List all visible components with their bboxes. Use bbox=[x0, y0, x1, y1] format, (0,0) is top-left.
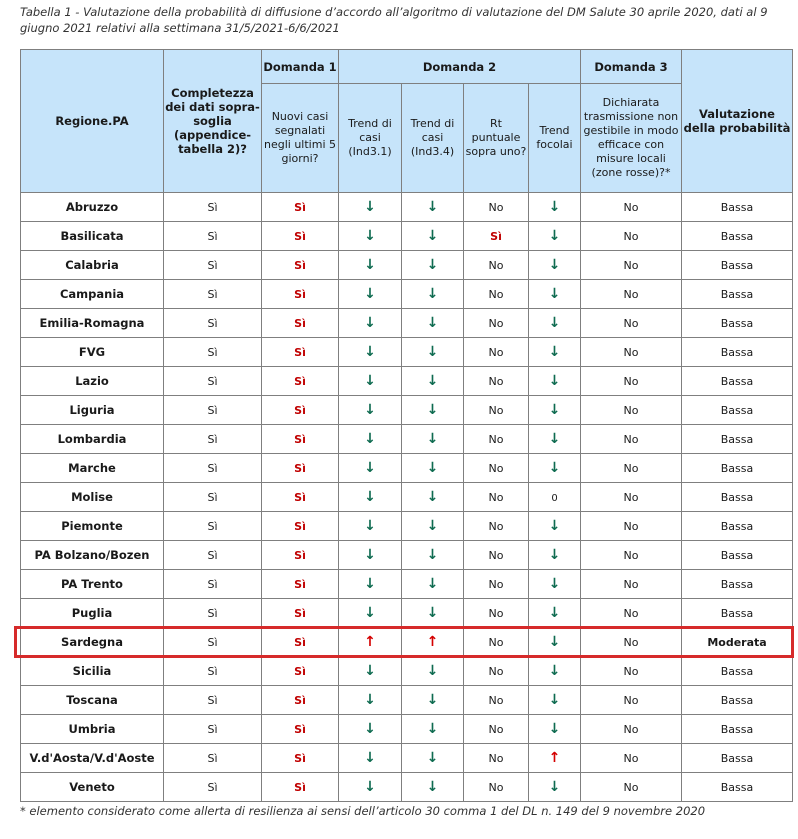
cell-trend-ind34 bbox=[402, 367, 464, 396]
cell-rt: No bbox=[464, 512, 529, 541]
arrow-down-icon: ↓ bbox=[548, 431, 561, 447]
cell-valutazione: Moderata bbox=[682, 628, 793, 657]
arrow-down-icon: ↓ bbox=[548, 634, 561, 650]
trend-value: 0 bbox=[551, 492, 558, 504]
cell-completezza: Sì bbox=[164, 599, 262, 628]
cell-completezza: Sì bbox=[164, 744, 262, 773]
cell-rt: No bbox=[464, 338, 529, 367]
arrow-down-icon: ↓ bbox=[548, 228, 561, 244]
cell-trend-ind31 bbox=[339, 309, 402, 338]
cell-trend-ind34 bbox=[402, 715, 464, 744]
cell-region: FVG bbox=[21, 338, 164, 367]
cell-valutazione: Bassa bbox=[682, 483, 793, 512]
arrow-down-icon: ↓ bbox=[364, 228, 376, 244]
header-trend-focolai: Trend focolai bbox=[529, 84, 581, 193]
cell-trend-ind34 bbox=[402, 222, 464, 251]
cell-trend-ind34 bbox=[402, 483, 464, 512]
cell-valutazione: Bassa bbox=[682, 454, 793, 483]
cell-region: Emilia-Romagna bbox=[21, 309, 164, 338]
cell-dichiarata: No bbox=[581, 628, 682, 657]
cell-completezza: Sì bbox=[164, 628, 262, 657]
cell-dichiarata: No bbox=[581, 338, 682, 367]
arrow-up-icon: ↑ bbox=[548, 750, 561, 766]
cell-nuovi-casi: Sì bbox=[262, 599, 339, 628]
cell-trend-ind34 bbox=[402, 541, 464, 570]
arrow-down-icon: ↓ bbox=[426, 344, 439, 360]
cell-trend-ind31 bbox=[339, 193, 402, 222]
cell-valutazione: Bassa bbox=[682, 744, 793, 773]
cell-trend-ind31 bbox=[339, 425, 402, 454]
arrow-down-icon: ↓ bbox=[364, 344, 376, 360]
arrow-down-icon: ↓ bbox=[426, 431, 439, 447]
cell-trend-ind31 bbox=[339, 541, 402, 570]
cell-valutazione: Bassa bbox=[682, 309, 793, 338]
cell-valutazione: Bassa bbox=[682, 251, 793, 280]
cell-dichiarata: No bbox=[581, 541, 682, 570]
cell-trend-focolai bbox=[529, 657, 581, 686]
cell-region: V.d'Aosta/V.d'Aoste bbox=[21, 744, 164, 773]
arrow-down-icon: ↓ bbox=[426, 489, 439, 505]
cell-rt: No bbox=[464, 686, 529, 715]
cell-trend-ind31 bbox=[339, 628, 402, 657]
cell-trend-focolai bbox=[529, 193, 581, 222]
cell-completezza: Sì bbox=[164, 251, 262, 280]
cell-dichiarata: No bbox=[581, 715, 682, 744]
cell-nuovi-casi: Sì bbox=[262, 512, 339, 541]
cell-dichiarata: No bbox=[581, 686, 682, 715]
cell-dichiarata: No bbox=[581, 222, 682, 251]
cell-trend-focolai bbox=[529, 251, 581, 280]
cell-completezza: Sì bbox=[164, 367, 262, 396]
cell-nuovi-casi: Sì bbox=[262, 193, 339, 222]
header-valutazione: Valutazione della probabilità bbox=[682, 50, 793, 193]
arrow-down-icon: ↓ bbox=[426, 605, 439, 621]
header-nuovi-casi: Nuovi casi segnalati negli ultimi 5 giorni? bbox=[262, 84, 339, 193]
cell-region: Toscana bbox=[21, 686, 164, 715]
cell-dichiarata: No bbox=[581, 570, 682, 599]
cell-trend-focolai bbox=[529, 541, 581, 570]
header-rt: Rt puntuale sopra uno? bbox=[464, 84, 529, 193]
cell-dichiarata: No bbox=[581, 512, 682, 541]
cell-rt: No bbox=[464, 454, 529, 483]
cell-rt: No bbox=[464, 715, 529, 744]
arrow-down-icon: ↓ bbox=[364, 779, 376, 795]
arrow-down-icon: ↓ bbox=[364, 489, 376, 505]
table-caption: Tabella 1 - Valutazione della probabilità di diffusione d’accordo all’algoritmo di valutazione del DM Salute 30 aprile 2020, dati al 9 giugno 2021 relativi alla settimana 31/5/2021-6/6/2021 bbox=[20, 5, 768, 35]
cell-trend-ind31 bbox=[339, 222, 402, 251]
arrow-down-icon: ↓ bbox=[426, 779, 439, 795]
cell-trend-focolai bbox=[529, 744, 581, 773]
cell-region: Molise bbox=[21, 483, 164, 512]
arrow-down-icon: ↓ bbox=[548, 547, 561, 563]
cell-nuovi-casi: Sì bbox=[262, 744, 339, 773]
cell-valutazione: Bassa bbox=[682, 715, 793, 744]
cell-trend-focolai bbox=[529, 483, 581, 512]
cell-region: Campania bbox=[21, 280, 164, 309]
cell-trend-ind31 bbox=[339, 454, 402, 483]
table-row bbox=[21, 425, 793, 454]
cell-trend-ind34 bbox=[402, 773, 464, 802]
arrow-down-icon: ↓ bbox=[548, 518, 561, 534]
cell-nuovi-casi: Sì bbox=[262, 338, 339, 367]
cell-nuovi-casi: Sì bbox=[262, 541, 339, 570]
cell-trend-focolai bbox=[529, 570, 581, 599]
cell-nuovi-casi: Sì bbox=[262, 222, 339, 251]
cell-rt: Sì bbox=[464, 222, 529, 251]
cell-completezza: Sì bbox=[164, 512, 262, 541]
arrow-down-icon: ↓ bbox=[548, 286, 561, 302]
table-row bbox=[21, 657, 793, 686]
cell-trend-ind31 bbox=[339, 396, 402, 425]
cell-nuovi-casi: Sì bbox=[262, 367, 339, 396]
cell-trend-focolai bbox=[529, 309, 581, 338]
cell-trend-ind31 bbox=[339, 744, 402, 773]
header-trend-ind34: Trend di casi (Ind3.4) bbox=[402, 84, 464, 193]
cell-valutazione: Bassa bbox=[682, 512, 793, 541]
arrow-down-icon: ↓ bbox=[548, 402, 561, 418]
cell-nuovi-casi: Sì bbox=[262, 396, 339, 425]
cell-dichiarata: No bbox=[581, 367, 682, 396]
arrow-down-icon: ↓ bbox=[426, 228, 439, 244]
cell-trend-ind34 bbox=[402, 396, 464, 425]
arrow-down-icon: ↓ bbox=[364, 518, 376, 534]
cell-trend-ind34 bbox=[402, 570, 464, 599]
table-row bbox=[21, 773, 793, 802]
table-row bbox=[21, 309, 793, 338]
arrow-down-icon: ↓ bbox=[426, 460, 439, 476]
cell-nuovi-casi: Sì bbox=[262, 570, 339, 599]
header-domanda1: Domanda 1 bbox=[262, 50, 339, 84]
cell-dichiarata: No bbox=[581, 773, 682, 802]
cell-trend-ind34 bbox=[402, 425, 464, 454]
cell-dichiarata: No bbox=[581, 309, 682, 338]
arrow-down-icon: ↓ bbox=[426, 199, 439, 215]
cell-region: Sicilia bbox=[21, 657, 164, 686]
table-row bbox=[21, 570, 793, 599]
cell-trend-focolai bbox=[529, 773, 581, 802]
header-completezza: Completezza dei dati sopra-soglia (appendice-tabella 2)? bbox=[164, 50, 262, 193]
arrow-down-icon: ↓ bbox=[364, 692, 376, 708]
cell-dichiarata: No bbox=[581, 396, 682, 425]
table-row bbox=[21, 367, 793, 396]
cell-nuovi-casi: Sì bbox=[262, 454, 339, 483]
cell-nuovi-casi: Sì bbox=[262, 686, 339, 715]
arrow-down-icon: ↓ bbox=[364, 460, 376, 476]
table-row bbox=[21, 193, 793, 222]
cell-trend-focolai bbox=[529, 715, 581, 744]
cell-trend-ind31 bbox=[339, 483, 402, 512]
cell-valutazione: Bassa bbox=[682, 773, 793, 802]
cell-nuovi-casi: Sì bbox=[262, 251, 339, 280]
cell-region: Puglia bbox=[21, 599, 164, 628]
cell-trend-ind34 bbox=[402, 338, 464, 367]
cell-trend-focolai bbox=[529, 454, 581, 483]
cell-trend-ind34 bbox=[402, 280, 464, 309]
cell-trend-focolai bbox=[529, 599, 581, 628]
cell-rt: No bbox=[464, 425, 529, 454]
cell-rt: No bbox=[464, 367, 529, 396]
cell-trend-focolai bbox=[529, 338, 581, 367]
cell-completezza: Sì bbox=[164, 570, 262, 599]
cell-trend-focolai bbox=[529, 222, 581, 251]
cell-trend-ind31 bbox=[339, 773, 402, 802]
cell-trend-ind31 bbox=[339, 715, 402, 744]
cell-dichiarata: No bbox=[581, 657, 682, 686]
cell-rt: No bbox=[464, 773, 529, 802]
cell-completezza: Sì bbox=[164, 338, 262, 367]
cell-trend-ind34 bbox=[402, 686, 464, 715]
cell-region: Veneto bbox=[21, 773, 164, 802]
cell-region: Abruzzo bbox=[21, 193, 164, 222]
cell-dichiarata: No bbox=[581, 744, 682, 773]
cell-completezza: Sì bbox=[164, 773, 262, 802]
cell-trend-ind34 bbox=[402, 251, 464, 280]
cell-rt: No bbox=[464, 599, 529, 628]
arrow-down-icon: ↓ bbox=[426, 286, 439, 302]
cell-trend-ind34 bbox=[402, 193, 464, 222]
arrow-down-icon: ↓ bbox=[364, 431, 376, 447]
cell-trend-ind34 bbox=[402, 512, 464, 541]
arrow-down-icon: ↓ bbox=[426, 750, 439, 766]
arrow-down-icon: ↓ bbox=[548, 779, 561, 795]
cell-completezza: Sì bbox=[164, 309, 262, 338]
arrow-down-icon: ↓ bbox=[548, 460, 561, 476]
table-row bbox=[21, 280, 793, 309]
cell-dichiarata: No bbox=[581, 454, 682, 483]
cell-trend-ind31 bbox=[339, 570, 402, 599]
arrow-down-icon: ↓ bbox=[548, 721, 561, 737]
arrow-down-icon: ↓ bbox=[548, 199, 561, 215]
arrow-down-icon: ↓ bbox=[426, 315, 439, 331]
header-domanda3: Domanda 3 bbox=[581, 50, 682, 84]
cell-trend-ind31 bbox=[339, 280, 402, 309]
cell-trend-ind34 bbox=[402, 744, 464, 773]
cell-region: Basilicata bbox=[21, 222, 164, 251]
cell-region: Liguria bbox=[21, 396, 164, 425]
cell-dichiarata: No bbox=[581, 483, 682, 512]
header-domanda2: Domanda 2 bbox=[339, 50, 581, 84]
cell-completezza: Sì bbox=[164, 396, 262, 425]
cell-dichiarata: No bbox=[581, 599, 682, 628]
footnote: * elemento considerato come allerta di resilienza ai sensi dell’articolo 30 comma 1 del DL n. 149 del 9 novembre 2020 bbox=[20, 804, 706, 818]
table-row bbox=[21, 222, 793, 251]
cell-nuovi-casi: Sì bbox=[262, 628, 339, 657]
cell-completezza: Sì bbox=[164, 222, 262, 251]
arrow-down-icon: ↓ bbox=[364, 721, 376, 737]
cell-trend-ind31 bbox=[339, 338, 402, 367]
cell-trend-ind34 bbox=[402, 657, 464, 686]
arrow-down-icon: ↓ bbox=[548, 605, 561, 621]
cell-region: Lazio bbox=[21, 367, 164, 396]
cell-completezza: Sì bbox=[164, 193, 262, 222]
header-trend-ind31: Trend di casi (Ind3.1) bbox=[339, 84, 402, 193]
cell-trend-ind31 bbox=[339, 657, 402, 686]
arrow-down-icon: ↓ bbox=[364, 547, 376, 563]
table-body bbox=[21, 193, 793, 802]
table-row bbox=[21, 686, 793, 715]
cell-trend-ind34 bbox=[402, 309, 464, 338]
arrow-down-icon: ↓ bbox=[548, 692, 561, 708]
cell-rt: No bbox=[464, 309, 529, 338]
header-dichiarata: Dichiarata trasmissione non gestibile in modo efficace con misure locali (zone rosse)?* bbox=[581, 84, 682, 193]
arrow-down-icon: ↓ bbox=[364, 373, 376, 389]
arrow-down-icon: ↓ bbox=[426, 721, 439, 737]
cell-nuovi-casi: Sì bbox=[262, 657, 339, 686]
cell-nuovi-casi: Sì bbox=[262, 309, 339, 338]
cell-trend-ind31 bbox=[339, 686, 402, 715]
arrow-down-icon: ↓ bbox=[364, 663, 376, 679]
arrow-down-icon: ↓ bbox=[364, 286, 376, 302]
arrow-down-icon: ↓ bbox=[364, 605, 376, 621]
cell-completezza: Sì bbox=[164, 483, 262, 512]
cell-region: Lombardia bbox=[21, 425, 164, 454]
table-row bbox=[21, 396, 793, 425]
table-row bbox=[21, 483, 793, 512]
arrow-down-icon: ↓ bbox=[548, 315, 561, 331]
cell-trend-ind31 bbox=[339, 512, 402, 541]
cell-valutazione: Bassa bbox=[682, 396, 793, 425]
table-row bbox=[21, 744, 793, 773]
cell-valutazione: Bassa bbox=[682, 541, 793, 570]
cell-valutazione: Bassa bbox=[682, 280, 793, 309]
arrow-down-icon: ↓ bbox=[364, 402, 376, 418]
cell-trend-focolai bbox=[529, 628, 581, 657]
cell-region: Marche bbox=[21, 454, 164, 483]
cell-trend-ind34 bbox=[402, 454, 464, 483]
arrow-down-icon: ↓ bbox=[426, 576, 439, 592]
cell-trend-ind34 bbox=[402, 628, 464, 657]
cell-region: Piemonte bbox=[21, 512, 164, 541]
cell-completezza: Sì bbox=[164, 280, 262, 309]
cell-valutazione: Bassa bbox=[682, 367, 793, 396]
cell-region: Sardegna bbox=[21, 628, 164, 657]
cell-rt: No bbox=[464, 251, 529, 280]
cell-completezza: Sì bbox=[164, 541, 262, 570]
cell-nuovi-casi: Sì bbox=[262, 280, 339, 309]
cell-trend-ind34 bbox=[402, 599, 464, 628]
cell-valutazione: Bassa bbox=[682, 193, 793, 222]
arrow-down-icon: ↓ bbox=[364, 257, 376, 273]
arrow-down-icon: ↓ bbox=[548, 663, 561, 679]
table-row bbox=[21, 338, 793, 367]
cell-region: PA Bolzano/Bozen bbox=[21, 541, 164, 570]
table-row bbox=[21, 251, 793, 280]
table-row bbox=[21, 715, 793, 744]
arrow-down-icon: ↓ bbox=[426, 373, 439, 389]
cell-rt: No bbox=[464, 744, 529, 773]
cell-dichiarata: No bbox=[581, 280, 682, 309]
cell-trend-focolai bbox=[529, 396, 581, 425]
cell-rt: No bbox=[464, 541, 529, 570]
arrow-down-icon: ↓ bbox=[426, 692, 439, 708]
cell-trend-ind31 bbox=[339, 251, 402, 280]
cell-nuovi-casi: Sì bbox=[262, 773, 339, 802]
arrow-down-icon: ↓ bbox=[548, 576, 561, 592]
cell-region: Umbria bbox=[21, 715, 164, 744]
arrow-down-icon: ↓ bbox=[426, 518, 439, 534]
cell-nuovi-casi: Sì bbox=[262, 425, 339, 454]
cell-valutazione: Bassa bbox=[682, 338, 793, 367]
cell-trend-focolai bbox=[529, 512, 581, 541]
cell-valutazione: Bassa bbox=[682, 657, 793, 686]
cell-rt: No bbox=[464, 193, 529, 222]
arrow-up-icon: ↑ bbox=[364, 634, 376, 650]
cell-valutazione: Bassa bbox=[682, 425, 793, 454]
table-row bbox=[21, 541, 793, 570]
cell-trend-ind31 bbox=[339, 599, 402, 628]
cell-valutazione: Bassa bbox=[682, 222, 793, 251]
cell-rt: No bbox=[464, 396, 529, 425]
cell-region: PA Trento bbox=[21, 570, 164, 599]
cell-dichiarata: No bbox=[581, 251, 682, 280]
cell-rt: No bbox=[464, 570, 529, 599]
cell-rt: No bbox=[464, 280, 529, 309]
cell-dichiarata: No bbox=[581, 425, 682, 454]
probability-table bbox=[20, 49, 793, 802]
arrow-down-icon: ↓ bbox=[548, 344, 561, 360]
cell-completezza: Sì bbox=[164, 454, 262, 483]
table-row bbox=[21, 512, 793, 541]
cell-rt: No bbox=[464, 483, 529, 512]
arrow-down-icon: ↓ bbox=[426, 402, 439, 418]
cell-completezza: Sì bbox=[164, 715, 262, 744]
cell-rt: No bbox=[464, 657, 529, 686]
cell-valutazione: Bassa bbox=[682, 570, 793, 599]
table-row bbox=[21, 599, 793, 628]
cell-rt: No bbox=[464, 628, 529, 657]
table-row bbox=[21, 628, 793, 657]
arrow-down-icon: ↓ bbox=[426, 663, 439, 679]
arrow-down-icon: ↓ bbox=[548, 373, 561, 389]
cell-trend-focolai bbox=[529, 367, 581, 396]
cell-trend-ind31 bbox=[339, 367, 402, 396]
cell-valutazione: Bassa bbox=[682, 686, 793, 715]
cell-trend-focolai bbox=[529, 425, 581, 454]
cell-completezza: Sì bbox=[164, 657, 262, 686]
cell-trend-focolai bbox=[529, 686, 581, 715]
arrow-up-icon: ↑ bbox=[426, 634, 439, 650]
arrow-down-icon: ↓ bbox=[426, 257, 439, 273]
cell-nuovi-casi: Sì bbox=[262, 483, 339, 512]
cell-completezza: Sì bbox=[164, 686, 262, 715]
cell-completezza: Sì bbox=[164, 425, 262, 454]
arrow-down-icon: ↓ bbox=[548, 257, 561, 273]
arrow-down-icon: ↓ bbox=[364, 576, 376, 592]
arrow-down-icon: ↓ bbox=[426, 547, 439, 563]
cell-valutazione: Bassa bbox=[682, 599, 793, 628]
header-regione: Regione.PA bbox=[21, 50, 164, 193]
arrow-down-icon: ↓ bbox=[364, 315, 376, 331]
table-row bbox=[21, 454, 793, 483]
arrow-down-icon: ↓ bbox=[364, 199, 376, 215]
cell-region: Calabria bbox=[21, 251, 164, 280]
cell-dichiarata: No bbox=[581, 193, 682, 222]
cell-trend-focolai bbox=[529, 280, 581, 309]
arrow-down-icon: ↓ bbox=[364, 750, 376, 766]
cell-nuovi-casi: Sì bbox=[262, 715, 339, 744]
